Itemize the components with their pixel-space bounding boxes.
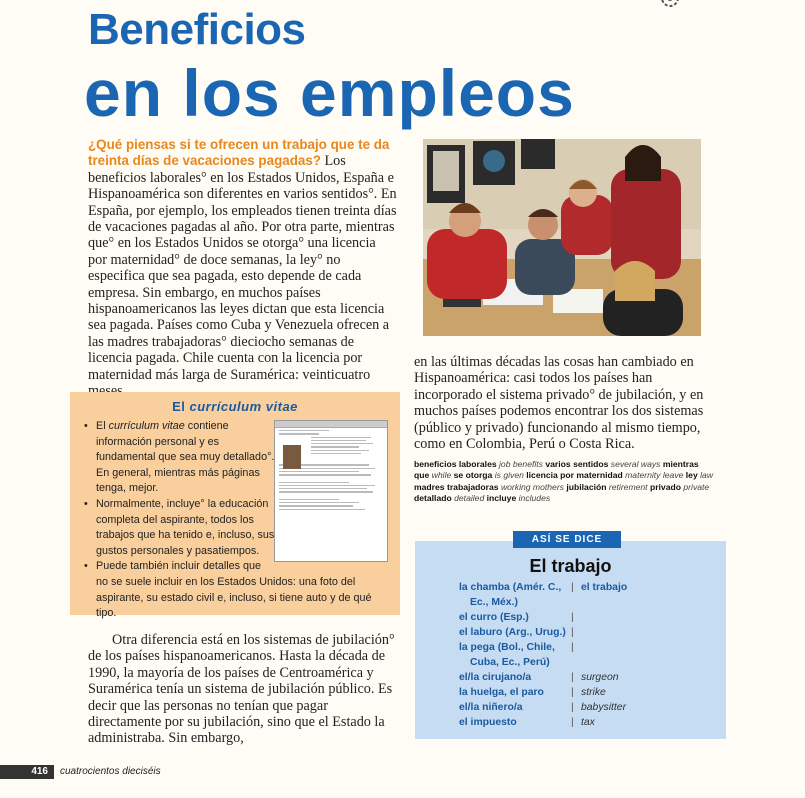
meeting-illustration (423, 139, 701, 336)
glossary-translation: private (683, 481, 710, 492)
vocab-spanish: el impuesto (459, 717, 517, 728)
asi-se-dice-tag: ASÍ SE DICE (513, 531, 621, 548)
vocab-spanish: la pega (Bol., Chile, (459, 642, 555, 653)
vocab-row (459, 685, 714, 700)
page-number: 416 (0, 765, 54, 779)
glossary-term: se otorga (453, 470, 495, 481)
cv-box-title (70, 399, 400, 414)
right-column-paragraph: en las últimas décadas las cosas han cambiado en Hispanoamérica: casi todos los países han incorporado el sistema privado° de jubilación, y en muchos países podemos encontrar los dos sistemas (público y privado) funcionando al mismo tiempo, como en Colombia, Perú o Costa Rica. (414, 354, 704, 453)
cv-bullet-1-italic: currículum vitae (108, 420, 185, 432)
vocab-row (459, 640, 714, 655)
vocab-english: strike (581, 687, 606, 698)
glossary-translation: law (700, 470, 714, 481)
curriculum-vitae-box (70, 392, 400, 620)
glossary (414, 459, 714, 505)
cv-bullet-3 (84, 559, 394, 621)
glossary-translation: job benefits (499, 459, 546, 469)
decorative-gear-icon (653, 0, 687, 10)
vocab-spanish-cont: Ec., Méx.) (470, 597, 518, 608)
vocab-separator (582, 595, 592, 610)
glossary-translation: includes (518, 493, 551, 504)
glossary-translation: is given (494, 470, 527, 481)
glossary-term: privado (649, 481, 684, 492)
vocab-separator: | (571, 672, 574, 683)
intro-paragraph (88, 137, 398, 400)
vocab-separator: | (571, 717, 574, 728)
cv-bullet-1-b: contiene información personal y es fundamental que sea muy detallado°. En general, mientras más páginas tenga, mejor. (96, 420, 275, 495)
vocab-row (459, 700, 714, 715)
vocab-row (459, 715, 714, 730)
retirement-text: Otra diferencia está en los sistemas de jubilación° de los países hispanoamericanos. Hasta la década de 1990, la mayoría de los países de Centroamérica y Suramérica tenía un sistema de jubilación público. Es decir que las personas no tenían que pagar directamente por su jubilación, sino que el Estado la administraba. Sin embargo, (88, 632, 395, 747)
glossary-term: incluye (486, 493, 519, 504)
cv-bullet-3-a: • Puede también incluir detalles que (96, 560, 262, 573)
office-meeting-photo (423, 139, 701, 336)
vocab-english: surgeon (581, 672, 619, 683)
cv-title-italic: currículum vitae (189, 399, 298, 414)
cv-bullet-2-text: • Normalmente, incluye° la educación completa del aspirante, todos los trabajos que ha tenido e, incluso, sus gustos personales y pasatiempos. (96, 497, 275, 557)
intro-lead: ¿Qué piensas si te ofrecen un trabajo que te da treinta días de vacaciones pagadas? (88, 137, 390, 169)
intro-body: Los beneficios laborales° en los Estados Unidos, España e Hispanoamérica son diferentes en varios sentidos°. En España, por ejemplo, los empleados tienen treinta días de vacaciones pagadas al año. Por otra parte, mientras que° en los Estados Unidos se otorga° una licencia por maternidad° de doce semanas, la ley° no especifica que sea pagada, esto depende de cada empresa. Sin embargo, en muchos países hispanoamericanos las leyes dictan que esta licencia sea pagada. Países como Cuba y Venezuela ofrecen a las madres trabajadoras° dieciocho semanas de licencia pagada. Chile cuenta con la licencia por maternidad más larga de Suramérica: veinticuatro (88, 153, 397, 383)
vocab-spanish: el/la niñero/a (459, 702, 523, 713)
page-number-words: cuatrocientos dieciséis (60, 766, 161, 777)
cv-bullet-1-a: El (96, 420, 109, 432)
asi-se-dice-title: El trabajo (529, 556, 612, 576)
glossary-term: licencia por maternidad (526, 470, 626, 481)
glossary-translation: while (431, 470, 454, 481)
glossary-translation: maternity leave (625, 470, 686, 481)
vocab-row (459, 580, 714, 595)
cv-portrait-image (283, 445, 301, 469)
vocab-row (459, 625, 714, 640)
cv-document-image (274, 420, 388, 562)
vocab-separator: | (571, 687, 574, 698)
vocab-row-continuation (459, 595, 714, 610)
glossary-term: detallado (414, 493, 455, 504)
vocab-separator (582, 655, 592, 670)
vocab-row-continuation (459, 655, 714, 670)
glossary-translation: retirement (608, 481, 650, 492)
glossary-translation: working mothers (500, 481, 567, 492)
glossary-translation: detailed (454, 493, 487, 504)
glossary-translation: several ways (610, 459, 663, 469)
cv-document-titlebar (275, 421, 387, 428)
glossary-term: mientras que (414, 459, 699, 481)
cv-bullet-3-b: no se suele incluir en los Estados Unidos: una foto del aspirante, su estado civil e, incluso, si tiene auto y de qué tipo. (96, 575, 372, 620)
glossary-term: varios sentidos (545, 459, 611, 469)
vocab-separator: | (571, 627, 574, 638)
glossary-term: madres trabajadoras (414, 481, 501, 492)
vocab-english: tax (581, 717, 595, 728)
vocab-spanish-cont: Cuba, Ec., Perú) (470, 657, 550, 668)
vocab-spanish: la chamba (Amér. C., (459, 582, 562, 593)
vocab-separator: | (571, 642, 574, 653)
vocab-separator: | (571, 702, 574, 713)
retirement-paragraph (88, 632, 398, 747)
vocab-spanish: la huelga, el paro (459, 687, 544, 698)
vocab-spanish: el curro (Esp.) (459, 612, 529, 623)
page-title-line2: en los empleos (84, 56, 575, 130)
glossary-term: jubilación (566, 481, 609, 492)
vocab-english: el trabajo (581, 582, 628, 593)
glossary-term: ley (685, 470, 701, 481)
vocab-spanish: el laburo (Arg., Urug.) (459, 627, 566, 638)
vocab-separator: | (571, 582, 574, 593)
vocab-english: babysitter (581, 702, 627, 713)
vocab-separator: | (571, 612, 574, 623)
page-title-line1: Beneficios (88, 5, 306, 54)
vocabulary-list (459, 580, 714, 730)
glossary-term: beneficios laborales (414, 459, 500, 469)
cv-title-prefix: El (172, 399, 186, 414)
vocab-spanish: el/la cirujano/a (459, 672, 532, 683)
vocab-row (459, 610, 714, 625)
vocab-row (459, 670, 714, 685)
